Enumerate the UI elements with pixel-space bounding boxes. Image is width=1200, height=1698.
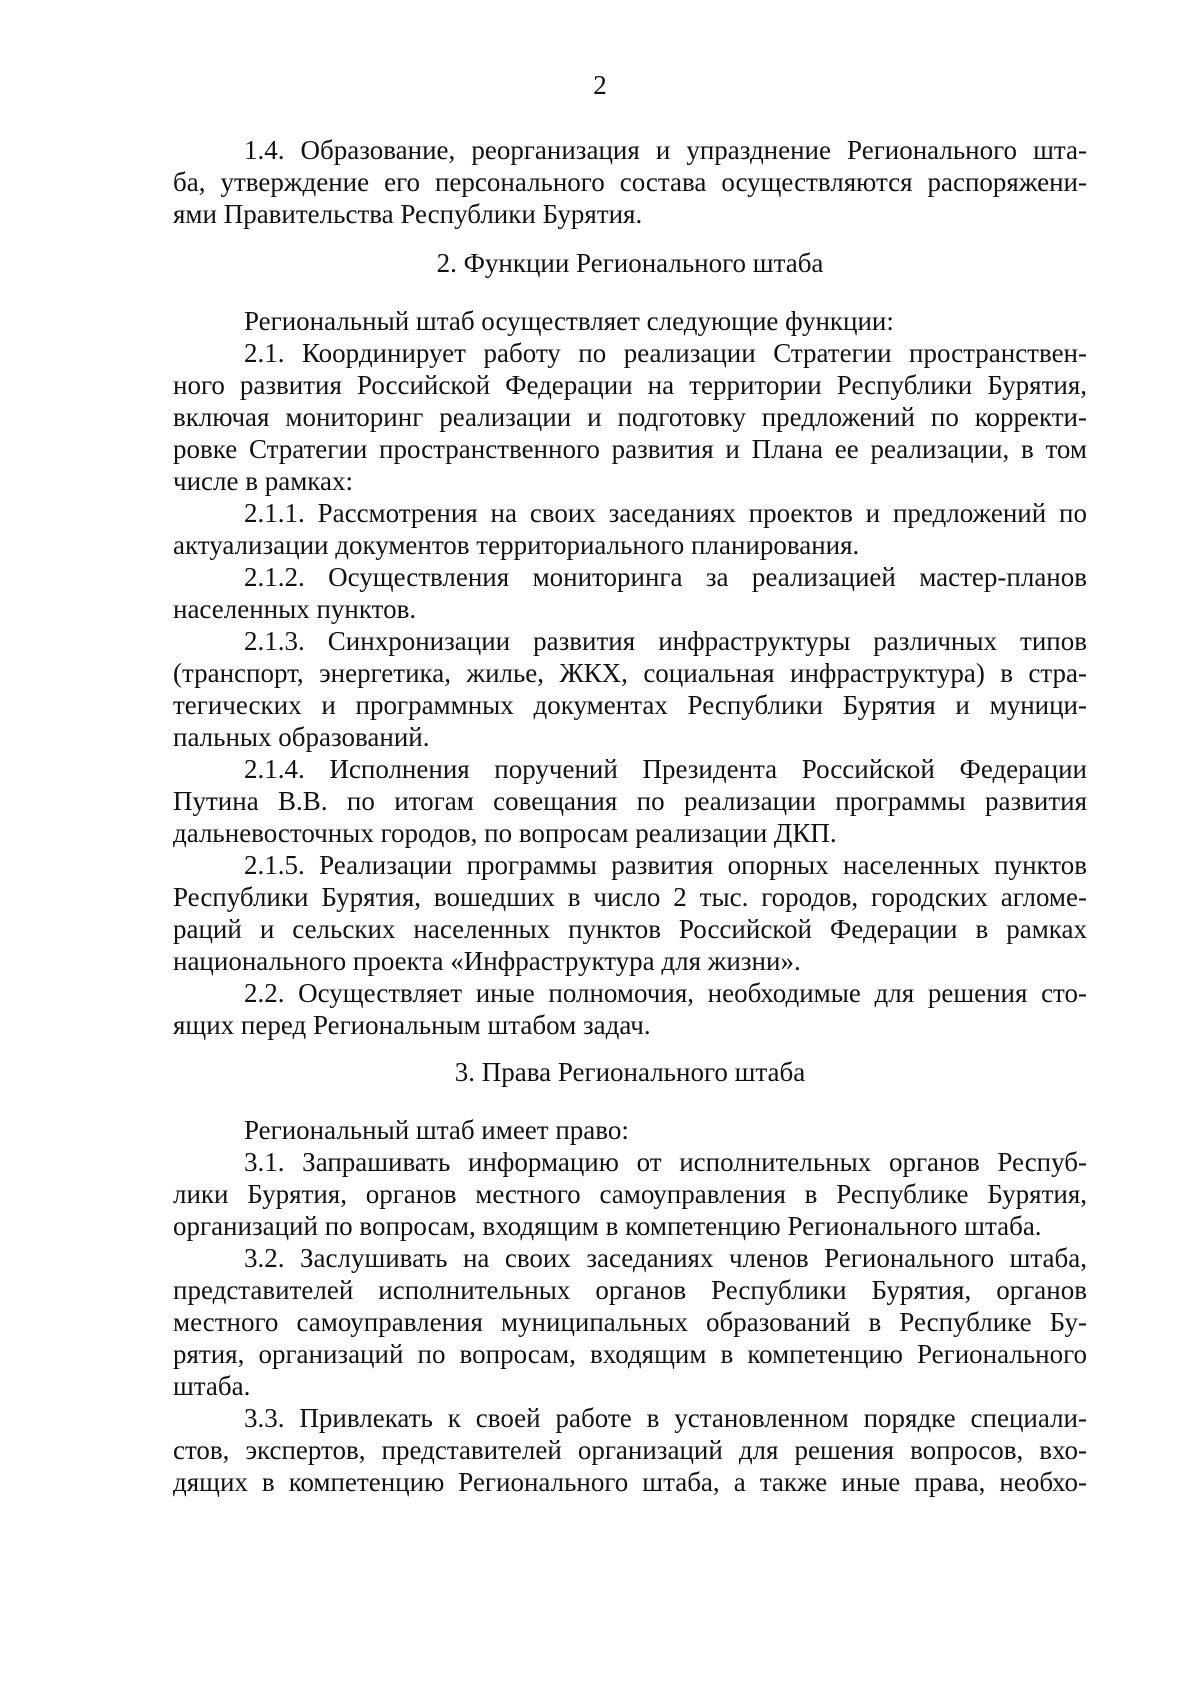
text-line: дальневосточных городов, по вопросам реализации ДКП. <box>173 818 837 848</box>
text-line: 3.3. Привлекать к своей работе в установленном порядке специали- <box>244 1403 1087 1433</box>
text-line: местного самоуправления муниципальных образований в Республике Бу- <box>173 1307 1087 1337</box>
text-line: национального проекта «Инфраструктура для жизни». <box>173 946 801 976</box>
text-line: 2.1.4. Исполнения поручений Президента Российской Федерации <box>244 754 1087 784</box>
text-line: ями Правительства Республики Бурятия. <box>173 199 643 229</box>
text-line: (транспорт, энергетика, жилье, ЖКХ, социальная инфраструктура) в стра- <box>173 658 1087 688</box>
text-line: ба, утверждение его персонального состава осуществляются распоряжени- <box>173 167 1087 197</box>
text-line: населенных пунктов. <box>173 594 417 624</box>
text-line: числе в рамках: <box>173 466 353 496</box>
text-line: Региональный штаб осуществляет следующие функции: <box>244 306 894 336</box>
text-line: лики Бурятия, органов местного самоуправления в Республике Бурятия, <box>173 1179 1087 1209</box>
text-line: 1.4. Образование, реорганизация и упразднение Регионального шта- <box>244 135 1087 165</box>
text-line: ного развития Российской Федерации на территории Республики Бурятия, <box>173 370 1087 400</box>
text-line: Республики Бурятия, вошедших в число 2 тыс. городов, городских агломе- <box>173 882 1087 912</box>
text-line: 2.2. Осуществляет иные полномочия, необходимые для решения сто- <box>244 978 1087 1008</box>
text-line: 2.1.2. Осуществления мониторинга за реализацией мастер-планов <box>244 562 1087 592</box>
text-line: актуализации документов территориального планирования. <box>173 530 860 560</box>
text-line: раций и сельских населенных пунктов Российской Федерации в рамках <box>173 914 1087 944</box>
text-line: 3.1. Запрашивать информацию от исполнительных органов Респуб- <box>244 1147 1087 1177</box>
section-heading: 2. Функции Регионального штаба <box>436 248 824 278</box>
text-line: Путина В.В. по итогам совещания по реализации программы развития <box>173 786 1087 816</box>
text-line: пальных образований. <box>173 722 430 752</box>
text-line: штаба. <box>173 1371 251 1401</box>
text-line: 2.1.1. Рассмотрения на своих заседаниях проектов и предложений по <box>244 498 1087 528</box>
text-line: 2.1.5. Реализации программы развития опорных населенных пунктов <box>244 850 1087 880</box>
text-line: включая мониторинг реализации и подготовку предложений по корректи- <box>173 402 1087 432</box>
text-line: дящих в компетенцию Регионального штаба, а также иные права, необхо- <box>173 1467 1087 1497</box>
text-line: 3.2. Заслушивать на своих заседаниях членов Регионального штаба, <box>244 1243 1087 1273</box>
text-line: 2.1.3. Синхронизации развития инфраструктуры различных типов <box>244 626 1087 656</box>
text-line: 2.1. Координирует работу по реализации Стратегии пространствен- <box>244 338 1087 368</box>
text-line: ящих перед Региональным штабом задач. <box>173 1010 651 1040</box>
text-line: тегических и программных документах Республики Бурятия и муници- <box>173 690 1087 720</box>
page-number: 2 <box>593 70 607 100</box>
text-line: представителей исполнительных органов Республики Бурятия, органов <box>173 1275 1087 1305</box>
text-line: ровке Стратегии пространственного развития и Плана ее реализации, в том <box>173 434 1087 464</box>
section-heading: 3. Права Регионального штаба <box>454 1057 806 1087</box>
text-line: рятия, организаций по вопросам, входящим в компетенцию Регионального <box>173 1339 1087 1369</box>
text-line: Региональный штаб имеет право: <box>244 1115 629 1145</box>
text-line: организаций по вопросам, входящим в компетенцию Регионального штаба. <box>173 1211 1042 1241</box>
text-line: стов, экспертов, представителей организаций для решения вопросов, вхо- <box>173 1435 1087 1465</box>
